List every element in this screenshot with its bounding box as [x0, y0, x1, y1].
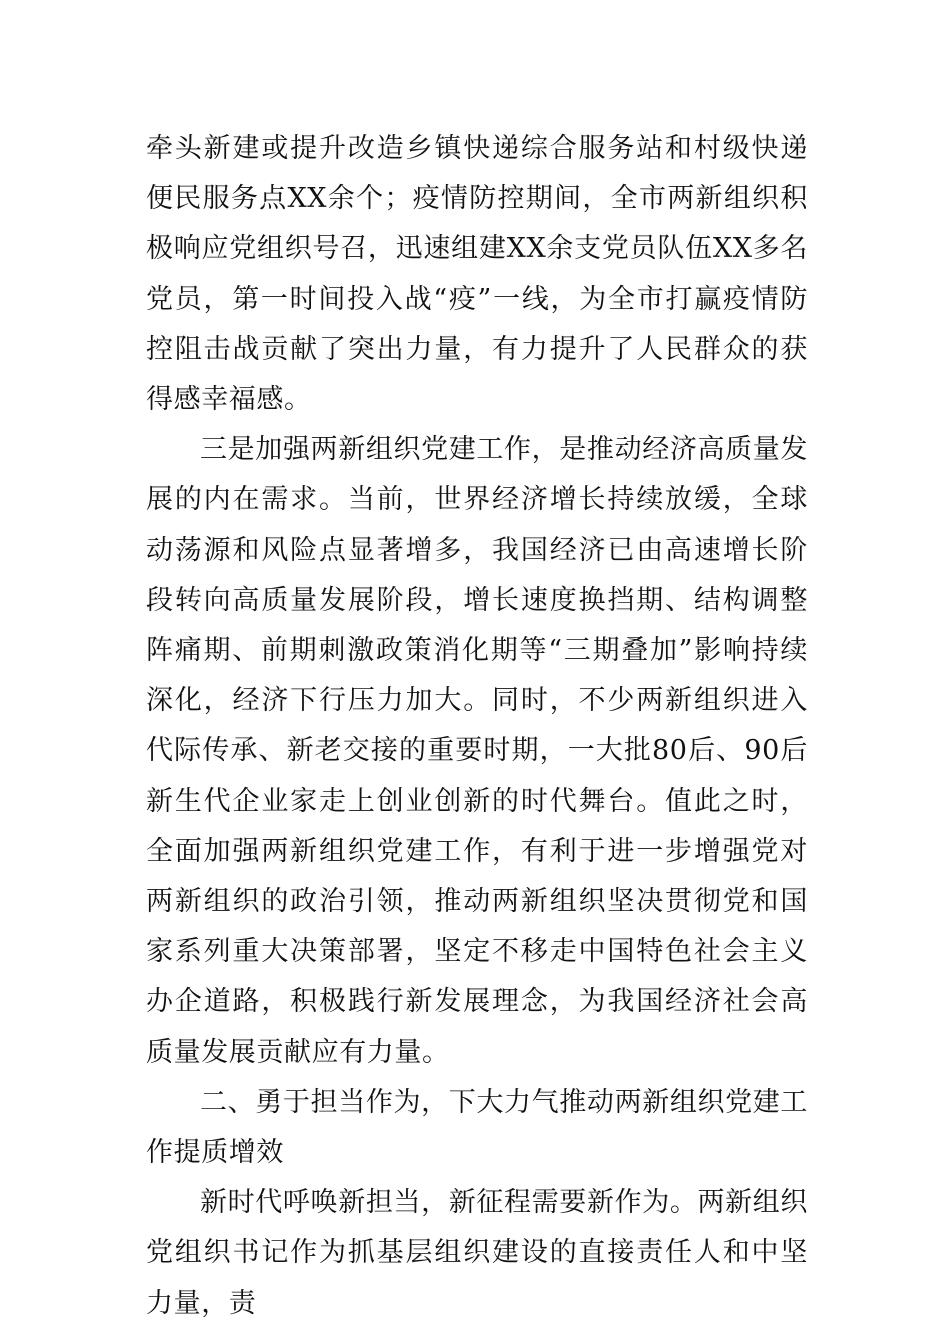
document-body [146, 124, 808, 1329]
paragraph-third-point: 三是加强两新组织党建工作，是推动经济高质量发展的内在需求。当前，世界经济增长持续放缓，全球动荡源和风险点显著增多，我国经济已由高速增长阶段转向高质量发展阶段，增长速度换挡期、结构调整阵痛期、前期刺激政策消化期等“三期叠加”影响持续深化，经济下行压力加大。同时，不少两新组织进入代际传承、新老交接的重要时期，一大批80后、90后新生代企业家走上创业创新的时代舞台。值此之时，全面加强两新组织党建工作，有利于进一步增强党对两新组织的政治引领，推动两新组织坚决贯彻党和国家系列重大决策部署，坚定不移走中国特色社会主义办企道路，积极践行新发展理念，为我国经济社会高质量发展贡献应有力量。 [146, 434, 808, 1068]
section-heading-two: 二、勇于担当作为，下大力气推动两新组织党建工作提质增效 [146, 1086, 808, 1169]
paragraph-continued: 牵头新建或提升改造乡镇快递综合服务站和村级快递便民服务点XX余个；疫情防控期间，全市两新组织积极响应党组织号召，迅速组建XX余支党员队伍XX多名党员，第一时间投入战“疫”一线，为全市打赢疫情防控阻击战贡献了突出力量，有力提升了人民群众的获得感幸福感。 [146, 133, 808, 416]
paragraph-new-era: 新时代呼唤新担当，新征程需要新作为。两新组织党组织书记作为抓基层组织建设的直接责任人和中坚力量，责 [146, 1187, 808, 1319]
